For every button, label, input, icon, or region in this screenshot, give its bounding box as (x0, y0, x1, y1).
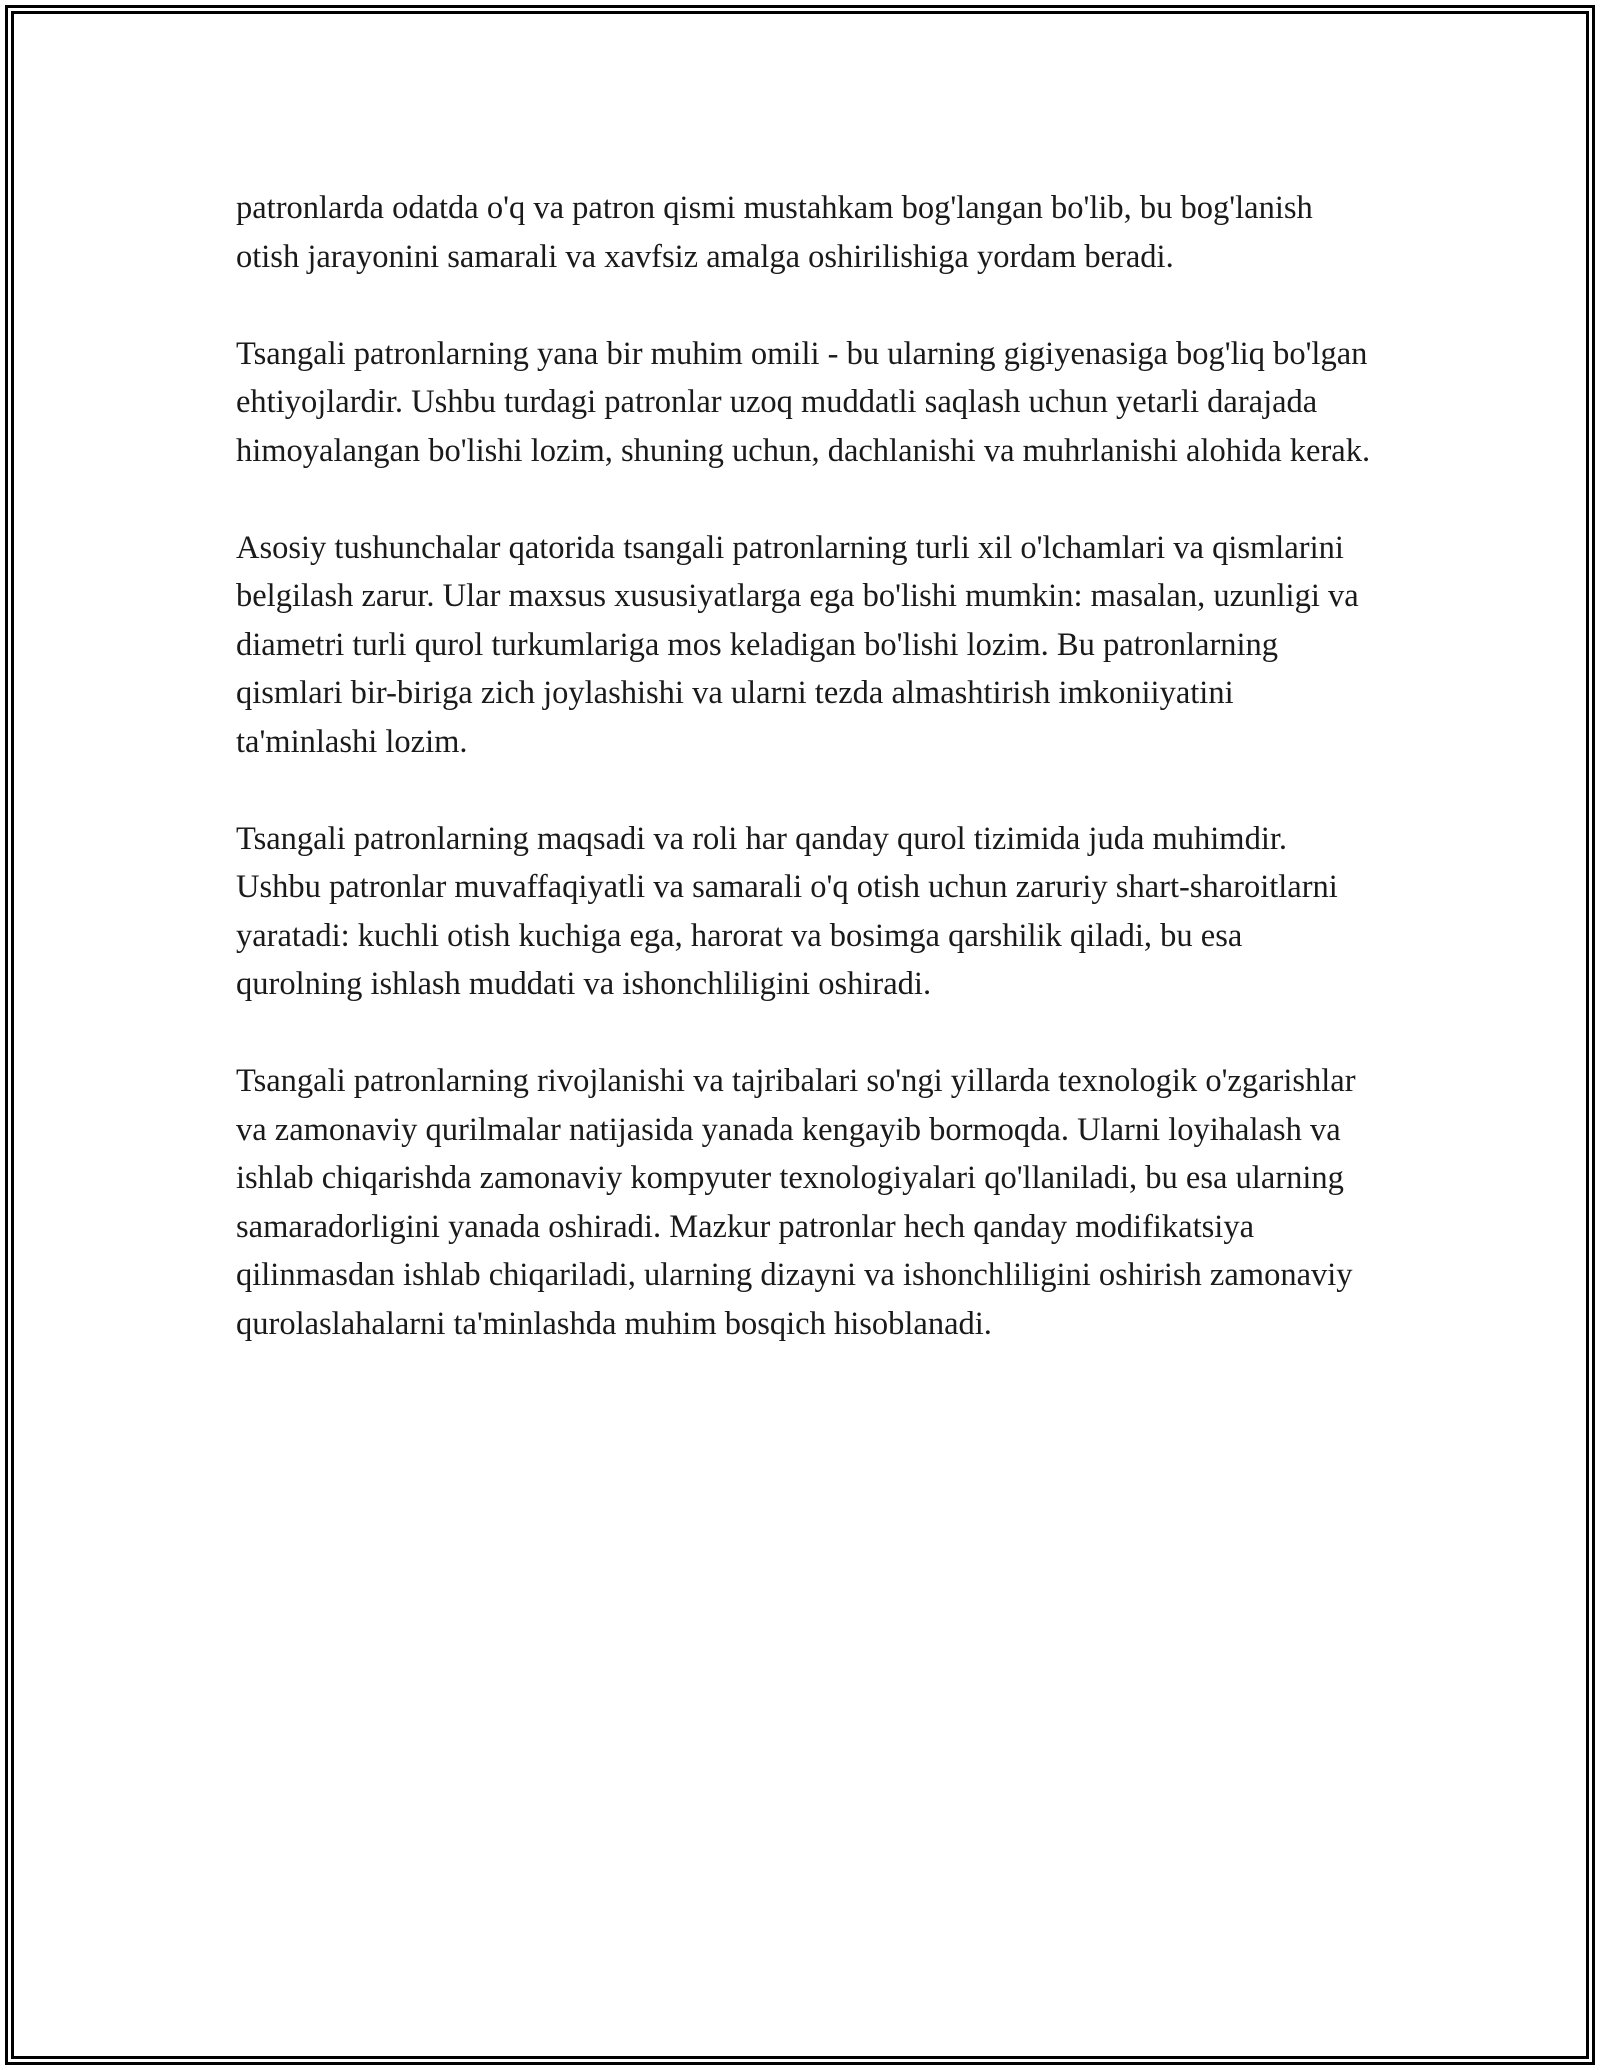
paragraph-1: patronlarda odatda o'q va patron qismi mustahkam bog'langan bo'lib, bu bog'lanish otish jarayonini samarali va xavfsiz amalga oshirilishiga yordam beradi. (236, 190, 1313, 275)
paragraph-5: Tsangali patronlarning rivojlanishi va tajribalari so'ngi yillarda texnologik o'zgarishlar va zamonaviy qurilmalar natijasida yanada kengayib bormoqda. Ularni loyihalash va ishlab chiqarishda zamonaviy kompyuter texnologiyalari qo'llaniladi, bu esa ularning samaradorligini yanada oshiradi. Mazkur patronlar hech qanday modifikatsiya qilinmasdan ishlab chiqariladi, ularning dizayni va ishonchliligini oshirish zamonaviy qurolaslahalarni ta'minlashda muhim bosqich hisoblanadi. (236, 1063, 1356, 1342)
paragraph-4: Tsangali patronlarning maqsadi va roli har qanday qurol tizimida juda muhimdir. Ushbu patronlar muvaffaqiyatli va samarali o'q otish uchun zaruriy shart-sharoitlarni yaratadi: kuchli otish kuchiga ega, harorat va bosimga qarshilik qiladi, bu esa qurolning ishlash muddati va ishonchliligini oshiradi. (236, 820, 1338, 1002)
paragraph-3: Asosiy tushunchalar qatorida tsangali patronlarning turli xil o'lchamlari va qismlarini belgilash zarur. Ular maxsus xususiyatlarga ega bo'lishi mumkin: masalan, uzunligi va diametri turli qurol turkumlariga mos keladigan bo'lishi lozim. Bu patronlarning qismlari bir-biriga zich joylashishi va ularni tezda almashtirish imkoniiyatini ta'minlashi lozim. (236, 529, 1359, 760)
paragraph-2: Tsangali patronlarning yana bir muhim omili - bu ularning gigiyenasiga bog'liq bo'lgan ehtiyojlardir. Ushbu turdagi patronlar uzoq muddatli saqlash uchun yetarli darajada himoyalangan bo'lishi lozim, shuning uchun, dachlanishi va muhrlanishi alohida kerak. (236, 335, 1371, 469)
document-body (236, 184, 1376, 1397)
